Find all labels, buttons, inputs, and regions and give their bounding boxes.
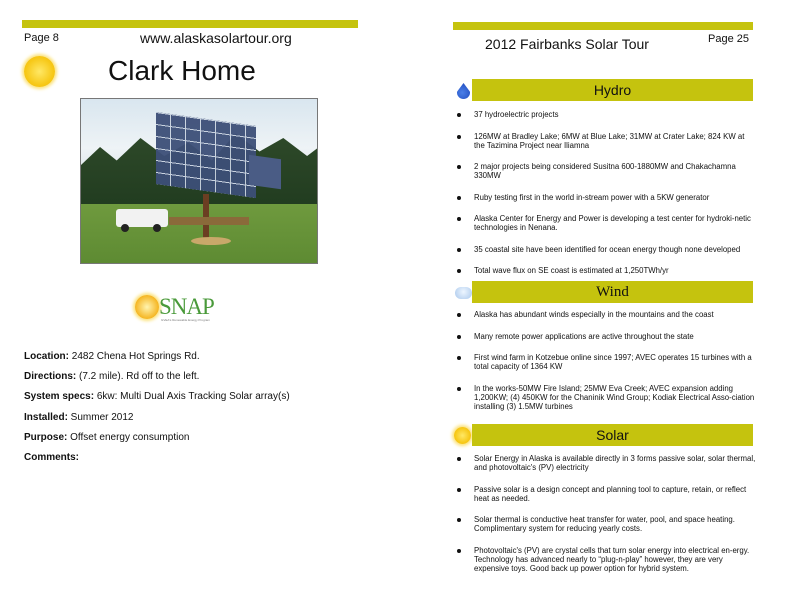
page-title: Clark Home [108, 55, 256, 86]
section-heading-hydro: Hydro [472, 79, 753, 101]
solar-array-photo [80, 98, 318, 264]
sun-icon [454, 427, 471, 444]
detail-directions: Directions: (7.2 mile). Rd off to the left. [24, 371, 200, 383]
list-item: Alaska has abundant winds especially in the mountains and the coast [456, 310, 756, 319]
wind-icon [454, 281, 472, 303]
guide-title: 2012 Fairbanks Solar Tour [485, 36, 649, 52]
hydro-list [456, 110, 756, 288]
list-item: 37 hydroelectric projects [456, 110, 756, 119]
website-url: www.alaskasolartour.org [140, 30, 292, 46]
page-number: Page 25 [708, 33, 749, 45]
wind-list [456, 310, 756, 423]
detail-comments: Comments: [24, 451, 80, 463]
snap-logo: SNAP GVEA's Renewable Energy Program [133, 293, 225, 325]
page-number: Page 8 [24, 32, 59, 44]
list-item: Passive solar is a design concept and planning tool to capture, retain, or reflect heat as needed. [456, 485, 756, 503]
list-item: In the works-50MW Fire Island; 25MW Eva Creek; AVEC expansion adding 1,200KW; (4) 450KW for the Chaninik Wind Group; Kodiak Electrical Asso-ciation installing (3) 1.5MW turbines [456, 384, 756, 411]
list-item: Alaska Center for Energy and Power is developing a test center for hydroki-netic technologies in Nenana. [456, 214, 756, 232]
list-item: Solar thermal is conductive heat transfer for water, pool, and space heating. Complimentary system for reducing yearly costs. [456, 515, 756, 533]
list-item: 35 coastal site have been identified for ocean energy though none developed [456, 245, 756, 254]
sun-icon [24, 56, 55, 87]
solar-list [456, 454, 756, 585]
list-item: Many remote power applications are active throughout the state [456, 332, 756, 341]
home-details [24, 351, 290, 472]
header-bar [453, 22, 753, 30]
detail-location: Location: 2482 Chena Hot Springs Rd. [24, 351, 200, 362]
list-item: First wind farm in Kotzebue online since 1997; AVEC operates 15 turbines with a total capacity of 1364 KW [456, 353, 756, 371]
list-item: Ruby testing first in the world in-stream power with a 5KW generator [456, 193, 756, 202]
list-item: 126MW at Bradley Lake; 6MW at Blue Lake; 31MW at Crater Lake; 824 KW at the Tazimina Project near Iliamna [456, 132, 756, 150]
list-item: Photovoltaic's (PV) are crystal cells that turn solar energy into electrical en-ergy. Technology has advanced nearly to “plug-n-play” however, they are very expensive toys. Good back up power option for hybrid system. [456, 546, 756, 573]
list-item: Total wave flux on SE coast is estimated at 1,250TWh/yr [456, 266, 756, 275]
list-item: 2 major projects being considered Susitna 600-1880MW and Chakachamna 330MW [456, 162, 756, 180]
detail-purpose: Purpose: Offset energy consumption [24, 431, 190, 443]
detail-installed: Installed: Summer 2012 [24, 411, 134, 423]
section-heading-wind: Wind [472, 281, 753, 303]
list-item: Solar Energy in Alaska is available directly in 3 forms passive solar, solar thermal, and photovoltaic's (PV) electricity [456, 454, 756, 472]
header-bar [22, 20, 358, 28]
water-drop-icon [454, 79, 472, 101]
detail-system-specs: System specs: 6kw: Multi Dual Axis Tracking Solar array(s) [24, 391, 290, 403]
section-heading-solar: Solar [472, 424, 753, 446]
